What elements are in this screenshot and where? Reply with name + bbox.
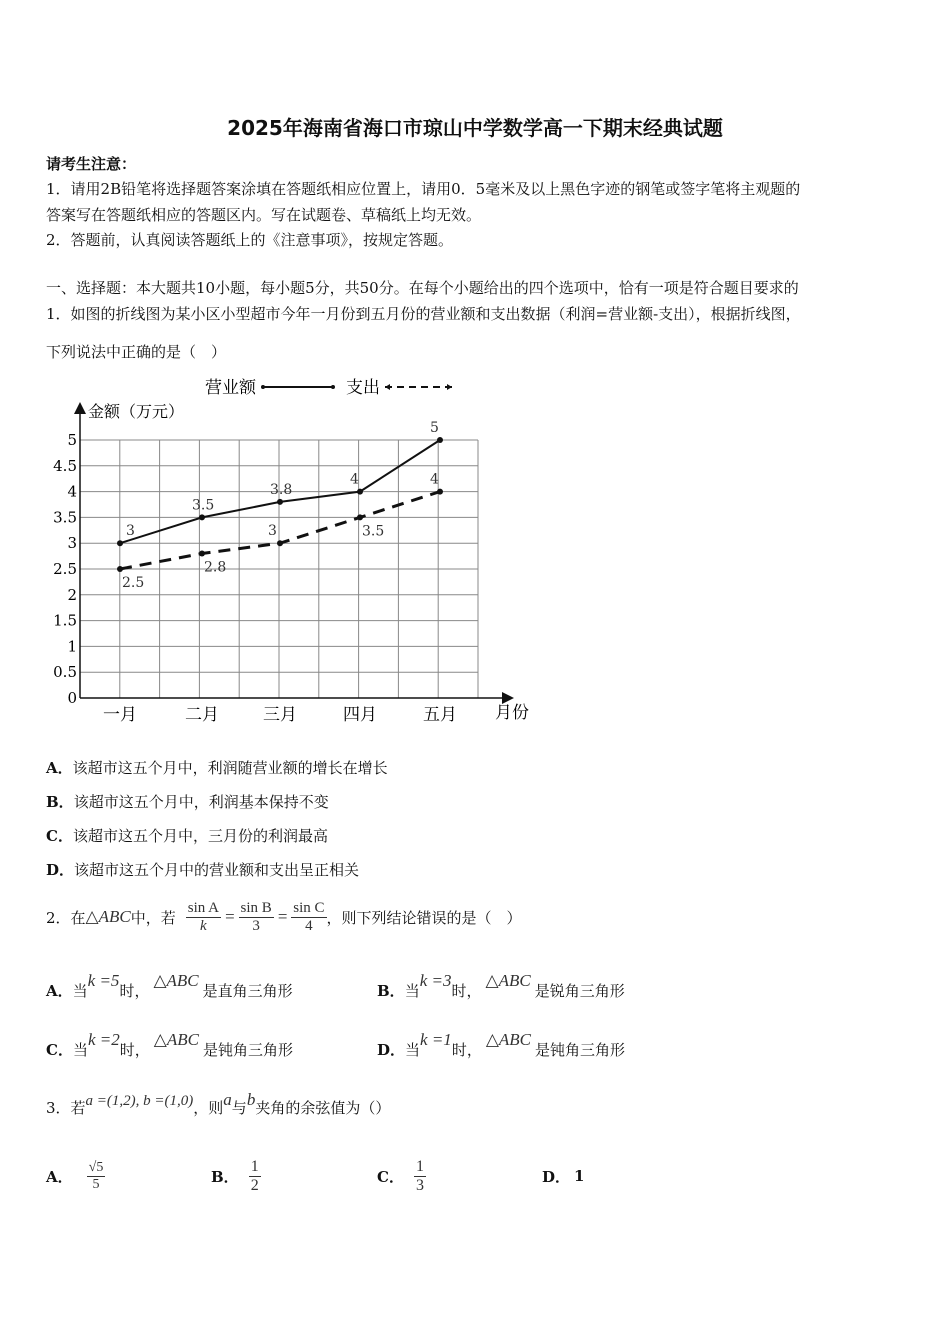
question-1-stem: 1．如图的折线图为某小区小型超市今年一月份到五月份的营业额和支出数据（利润=营业额-支出），根据折线图， [46,305,801,323]
q2-triangle: △ABC [85,907,131,926]
q1-option-d-text: 该超市这五个月中的营业额和支出呈正相关 [74,861,360,879]
y-tick-label: 3.5 [53,508,77,527]
q3-number: 3．若 [46,1099,86,1117]
q2-option-d[interactable]: D．当k =1时，△ABC是钝角三角形 [377,1030,626,1059]
y-tick-label: 1 [67,637,77,656]
x-tick-label: 一月 [103,705,137,725]
chart-axes [80,408,508,698]
revenue-data-label: 3.8 [270,481,293,498]
q3-option-d[interactable] [542,1153,584,1199]
y-tick-label: 3 [67,534,77,553]
q3-option-c[interactable] [377,1153,426,1199]
revenue-data-label: 4 [350,471,359,488]
q1-option-a-text: 该超市这五个月中，利润随营业额的增长在增长 [72,759,388,777]
q2-equals-1: = [224,907,236,926]
notice-heading: 请考生注意： [46,155,137,173]
y-axis-label: 金额（万元） [88,402,185,421]
q1-option-d[interactable] [46,859,359,880]
q3-option-c-label: C． [377,1167,404,1186]
q2-number: 2．在 [46,908,86,927]
expense-point [437,489,443,495]
q1-option-b-label: B． [46,793,74,811]
q2-option-a[interactable]: A．当k =5时，△ABC是直角三角形 [46,971,293,1000]
y-tick-label: 1.5 [53,611,77,630]
revenue-data-label: 3.5 [192,497,215,514]
expense-data-label: 4 [430,471,439,488]
y-tick-label: 2.5 [53,560,77,578]
q2-fraction-b: $\frac{\text{sin B}}{3}$ [240,899,272,934]
expense-point [199,551,205,557]
question-1-stem-cont: 下列说法中正确的是（ ） [46,343,227,361]
expense-data-label: 3.5 [362,523,385,540]
page-title: 2025年海南省海口市琼山中学数学高一下期末经典试题 [227,116,723,140]
line-chart [40,370,540,730]
section-heading: 一、选择题：本大题共10小题，每小题5分，共50分。在每个小题给出的四个选项中，恰有一项是符合题目要求的 [46,279,799,297]
question-2-stem [46,893,522,941]
q2-fraction-c: $\frac{\text{sin C}}{4}$ [293,899,325,934]
notice-line-2: 答案写在答题纸相应的答题区内。写在试题卷、草稿纸上均无效。 [46,206,482,224]
q2-fraction-a: $\frac{\text{sin A}}{k}$ [187,899,220,934]
q3-option-b[interactable] [211,1153,261,1199]
q3-option-d-text: 1 [574,1167,585,1185]
q3-option-a-fraction: $\frac{√5}{5}$ [88,1159,104,1192]
x-tick-label: 三月 [263,705,297,725]
q2-option-d-label: D． [377,1041,406,1059]
q3-vectors: a =(1,2), b =(1,0) [85,1093,194,1109]
y-tick-label: 4 [67,482,77,501]
q1-option-a[interactable] [46,757,388,778]
q2-option-b[interactable]: B．当k =3时，△ABC是锐角三角形 [377,971,625,1000]
q1-option-b[interactable] [46,791,329,812]
question-3-stem: 3．若a =(1,2), b =(1,0)，则a与b夹角的余弦值为（） [46,1090,391,1117]
q2-equals-2: = [276,907,289,926]
q2-tail: ，则下列结论错误的是（ ） [326,908,522,927]
q1-option-c-text: 该超市这五个月中，三月份的利润最高 [72,827,328,845]
q3-option-c-fraction: $\frac{1}{3}$ [415,1157,424,1194]
x-tick-label: 四月 [343,705,377,725]
x-axis-label: 月份 [495,703,529,723]
notice-line-3: 2．答题前，认真阅读答题纸上的《注意事项》，按规定答题。 [46,231,454,249]
notice-line-1: 1．请用2B铅笔将选择题答案涂填在答题纸相应位置上，请用0．5毫米及以上黑色字迹的钢笔或签字笔将主观题的 [46,180,801,198]
legend-revenue-label: 营业额 [205,378,256,398]
expense-data-label: 2.8 [204,559,227,576]
q1-option-c[interactable] [46,825,328,846]
y-tick-label: 5 [67,431,77,449]
expense-point [357,514,363,520]
chart-grid [80,440,478,698]
revenue-point [199,514,205,520]
q2-text: 中，若 [130,908,176,927]
q2-option-a-label: A． [46,982,73,1000]
q1-option-a-label: A． [46,759,73,777]
q2-option-c-label: C． [46,1041,73,1059]
y-tick-label: 2 [67,585,77,604]
q3-option-b-label: B． [211,1167,239,1186]
q3-option-b-fraction: $\frac{1}{2}$ [250,1157,259,1194]
expense-point [277,540,283,546]
q3-option-d-label: D． [542,1167,571,1186]
legend-expense-label: 支出 [346,378,380,398]
revenue-point [357,489,363,495]
q2-option-c[interactable]: C．当k =2时，△ABC是钝角三角形 [46,1030,293,1059]
q1-option-d-label: D． [46,861,75,879]
q3-option-a[interactable] [46,1153,105,1199]
expense-data-label: 3 [268,523,277,540]
revenue-point [117,540,123,546]
y-tick-label: 4.5 [53,456,77,475]
y-tick-labels [53,431,77,707]
q3-option-a-label: A． [46,1167,73,1186]
expense-point [117,566,123,572]
revenue-point [277,499,283,505]
expense-data-label: 2.5 [122,575,145,591]
revenue-data-label: 3 [126,523,135,540]
chart-series [117,420,443,591]
x-tick-labels [103,705,457,725]
y-tick-label: 0 [67,689,77,707]
x-tick-label: 二月 [185,705,219,725]
q2-option-b-label: B． [377,982,405,1000]
x-tick-label: 五月 [423,705,457,725]
revenue-data-label: 5 [430,420,439,436]
y-tick-label: 0.5 [53,663,77,682]
q1-option-c-label: C． [46,827,73,845]
q1-option-b-text: 该超市这五个月中，利润基本保持不变 [73,793,329,811]
revenue-point [437,437,443,443]
